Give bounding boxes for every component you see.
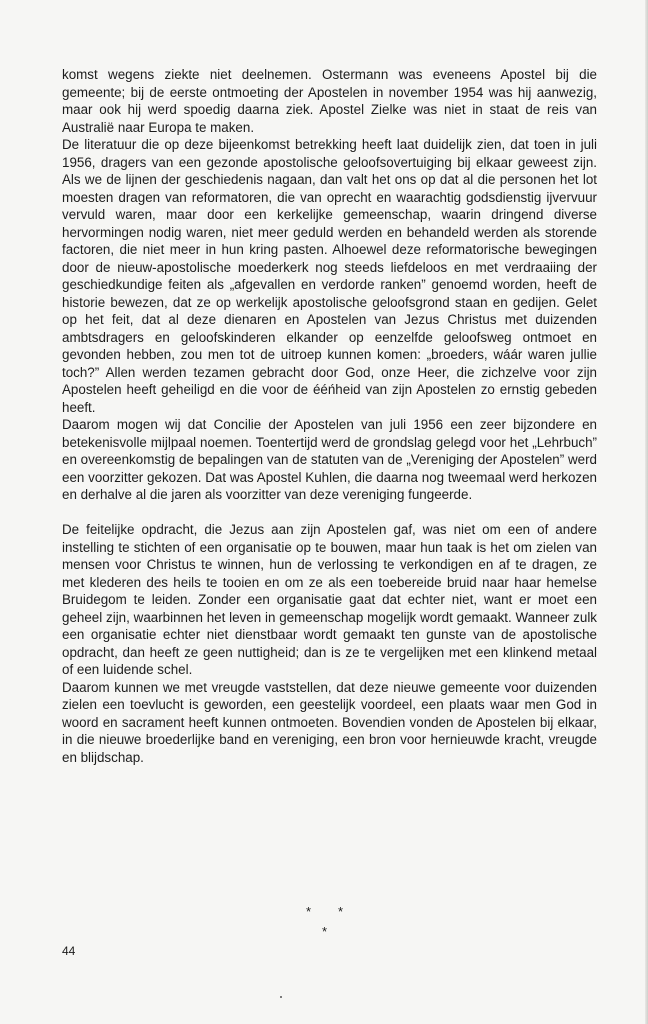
- page-number: 44: [62, 944, 76, 958]
- asterisk-icon: *: [306, 904, 312, 919]
- paragraph-4: De feitelijke opdracht, die Jezus aan zijn Apostelen gaf, was niet om een of andere instelling te stichten of een organisatie op te bouwen, maar hun taak is het om zielen van mensen voor Christus te winnen, hun de verlossing te verkondigen en af te dragen, ze met klederen des heils te tooien en om ze als een toebereide bruid naar haar hemelse Bruidegom te leiden. Zonder een organisatie gaat dat echter niet, want er moet een geheel zijn, waarbinnen het leven in gemeenschap mogelijk wordt gemaakt. Wanneer zulk een organisatie echter niet dienstbaar wordt gemaakt ten gunste van de apostolische opdracht, dan heeft ze geen nuttigheid; dan is ze te vergelijken met een klinkend metaal of een luidende schel.: [62, 522, 597, 677]
- paper-speck: [280, 996, 282, 998]
- section-break-asterism: [296, 904, 356, 940]
- asterisk-icon: *: [338, 904, 344, 919]
- paragraph-5: Daarom kunnen we met vreugde vaststellen, dat deze nieuwe gemeente voor duizenden zielen een toevlucht is geworden, een geestelijk voordeel, een plaats waar men God in woord en sacrament heeft kunnen ontmoeten. Bovendien vonden de Apostelen bij elkaar, in die nieuwe broederlijke band en vereniging, een bron voor hernieuwde kracht, vreugde en blijdschap.: [62, 679, 597, 765]
- body-text: [62, 66, 597, 766]
- paragraph-3: Daarom mogen wij dat Concilie der Apostelen van juli 1956 een zeer bijzondere en betekenisvolle mijlpaal noemen. Toentertijd werd de grondslag gelegd voor het „Lehrbuch” en overeenkomstig de bepalingen van de statuten van de „Vereniging der Apostelen” werd een voorzitter gekozen. Dat was Apostel Kuhlen, die daarna nog tweemaal werd herkozen en derhalve al die jaren als voorzitter van deze vereniging fungeerde.: [62, 417, 597, 502]
- paragraph-1: komst wegens ziekte niet deelnemen. Ostermann was eveneens Apostel bij die gemeente; bij de eerste ontmoeting der Apostelen in november 1954 was hij aanwezig, maar ook hij werd spoedig daarna ziek. Apostel Zielke was niet in staat de reis van Australië naar Europa te maken.: [62, 67, 597, 135]
- paragraph-2: De literatuur die op deze bijeenkomst betrekking heeft laat duidelijk zien, dat toen in juli 1956, dragers van een gezonde apostolische geloofsovertuiging bij elkaar geweest zijn. Als we de lijnen der geschiedenis nagaan, dan valt het ons op dat al die personen het lot moesten dragen van reformatoren, die van oprecht en waarachtig godsdienstig ijvervuur vervuld waren, maar door een kerkelijke gemeenschap, waarin dringend diverse hervormingen nodig waren, niet meer geduld werden en behandeld werden als storende factoren, die niet meer in hun kring pasten. Alhoewel deze reformatorische bewegingen door de nieuw-apostolische moederkerk nog steeds liefdeloos en met verdraaiing der geschiedkundige feiten als „afgevallen en verdorde ranken” genoemd worden, heeft de historie bewezen, dat ze op werkelijk apostolische geloofsgrond staan en gedijen. Gelet op het feit, dat al deze dienaren en Apostelen van Jezus Christus met duizenden ambtsdragers en geloofskinderen elkander op eenzelfde geloofsweg ontmoet en gevonden hebben, zou men tot de uitroep kunnen komen: „broeders, wáár waren jullie toch?” Allen werden tezamen gebracht door God, onze Heer, die zichzelve voor zijn Apostelen heeft geheiligd en die voor de ééńheid van zijn Apostelen zo ernstig gebeden heeft.: [62, 137, 597, 415]
- asterisk-icon: *: [322, 924, 328, 939]
